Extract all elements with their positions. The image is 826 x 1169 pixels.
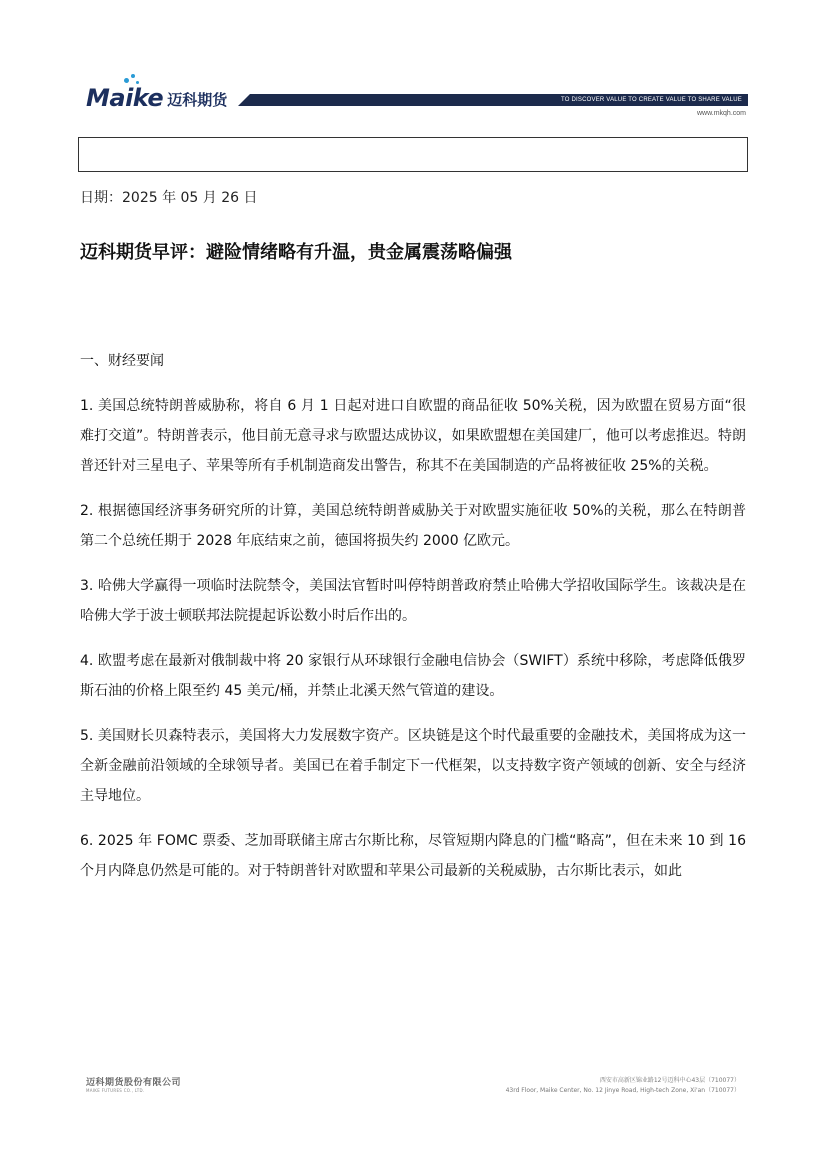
news-item: 5. 美国财长贝森特表示，美国将大力发展数字资产。区块链是这个时代最重要的金融技术，美国将成为这一全新金融前沿领域的全球领导者。美国已在着手制定下一代框架，以支持数字资产领域的创新、安全与经济主导地位。: [80, 728, 746, 804]
logo-text-cn: 迈科期货: [167, 91, 228, 109]
logo-dot-icon: [131, 74, 135, 78]
page-header: [0, 0, 826, 130]
logo-dot-icon: [124, 78, 129, 83]
maike-logo: [86, 80, 227, 110]
news-item: 3. 哈佛大学赢得一项临时法院禁令，美国法官暂时叫停特朗普政府禁止哈佛大学招收国际学生。该裁决是在哈佛大学于波士顿联邦法院提起诉讼数小时后作出的。: [80, 578, 746, 624]
report-body: [80, 346, 746, 901]
slogan-banner: [250, 94, 748, 106]
logo-text-en: Maike: [86, 84, 164, 112]
footer-address: [506, 1076, 740, 1096]
news-item: 1. 美国总统特朗普威胁称，将自 6 月 1 日起对进口自欧盟的商品征收 50%关税，因为欧盟在贸易方面“很难打交道”。特朗普表示，他目前无意寻求与欧盟达成协议，如果欧盟想在美国建厂，他可以考虑推迟。特朗普还针对三星电子、苹果等所有手机制造商发出警告，称其不在美国制造的产品将被征收 25%的关税。: [80, 398, 746, 474]
footer-company-en: MAIKE FUTURES CO., LTD.: [86, 1088, 145, 1093]
section-heading: 一、财经要闻: [80, 353, 164, 369]
header-rule-box: [78, 137, 748, 172]
report-date: 日期：2025 年 05 月 26 日: [80, 190, 258, 206]
news-item: 6. 2025 年 FOMC 票委、芝加哥联储主席古尔斯比称，尽管短期内降息的门槛“略高”，但在未来 10 到 16 个月内降息仍然是可能的。对于特朗普针对欧盟和苹果公司最新的关税威胁，古尔斯比表示，如此: [80, 833, 746, 879]
footer-company: [86, 1075, 181, 1093]
footer-address-cn: 西安市高新区锦业路12号迈科中心43层（710077）: [599, 1077, 740, 1084]
logo-dot-icon: [136, 81, 139, 84]
website-url[interactable]: www.mkqh.com: [696, 110, 746, 117]
footer-company-cn: 迈科期货股份有限公司: [86, 1078, 182, 1088]
slogan-text: TO DISCOVER VALUE TO CREATE VALUE TO SHARE VALUE: [561, 97, 742, 103]
report-title: 迈科期货早评：避险情绪略有升温，贵金属震荡略偏强: [80, 242, 512, 263]
footer-address-en: 43rd Floor, Maike Center, No. 12 Jinye Road, High-tech Zone, Xi'an（710077）: [505, 1087, 740, 1094]
news-item: 2. 根据德国经济事务研究所的计算，美国总统特朗普威胁关于对欧盟实施征收 50%的关税，那么在特朗普第二个总统任期于 2028 年底结束之前，德国将损失约 2000 亿欧元。: [80, 503, 746, 549]
news-item: 4. 欧盟考虑在最新对俄制裁中将 20 家银行从环球银行金融电信协会（SWIFT）系统中移除，考虑降低俄罗斯石油的价格上限至约 45 美元/桶，并禁止北溪天然气管道的建设。: [80, 653, 746, 699]
